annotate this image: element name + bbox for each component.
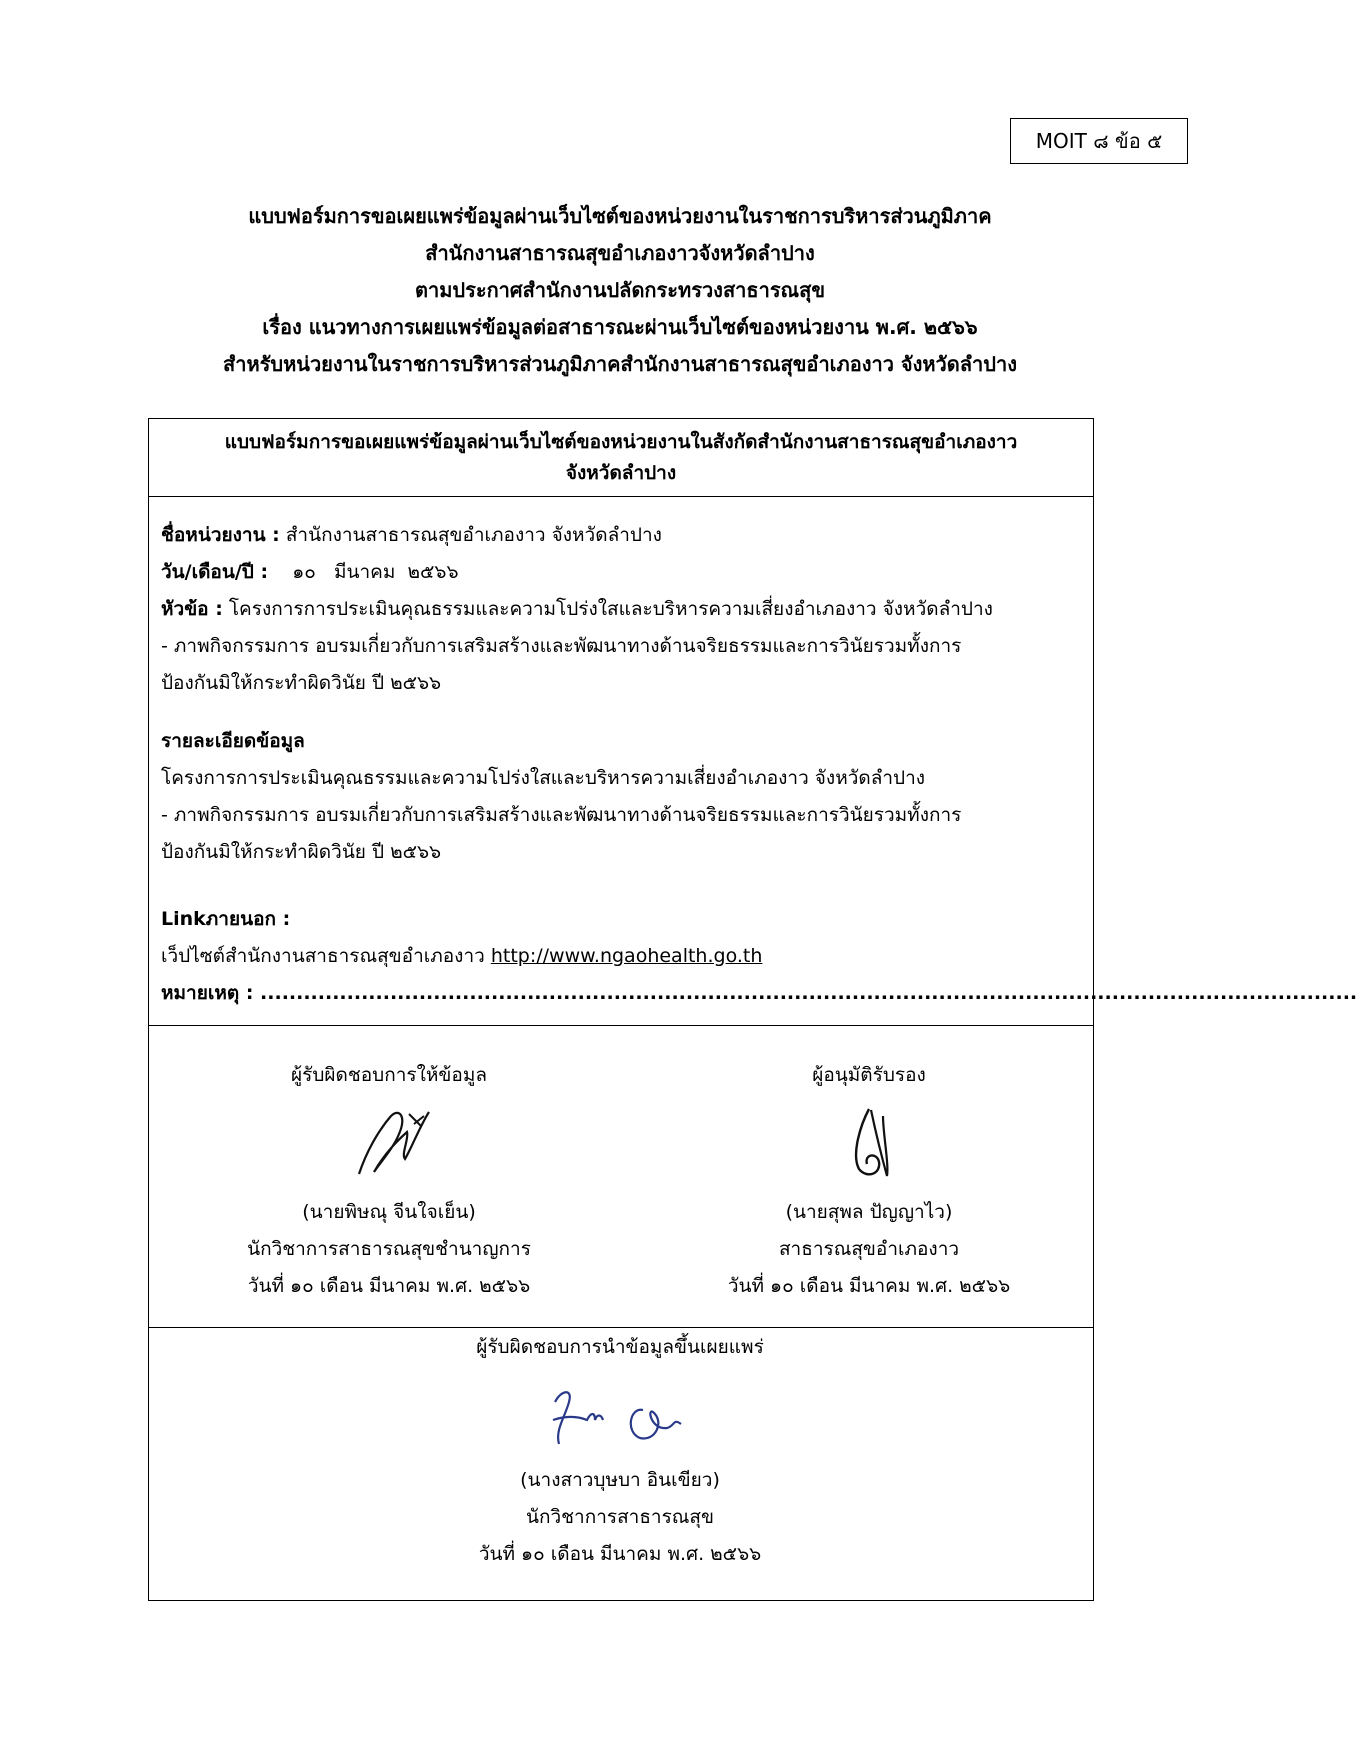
form-info-section <box>161 517 1357 1012</box>
date-value: ๑๐ มีนาคม ๒๕๖๖ <box>268 561 459 583</box>
agency-row <box>161 517 1081 554</box>
right-signature-block <box>669 1057 1069 1305</box>
detail-label: รายละเอียดข้อมูล <box>161 730 305 752</box>
publisher-signature-position: นักวิชาการสาธารณสุข <box>525 1506 715 1528</box>
date-row <box>161 554 1081 591</box>
publication-form-table <box>148 418 1357 1601</box>
publisher-signature-title: ผู้รับผิดชอบการนำข้อมูลขึ้นเผยแพร่ <box>476 1336 764 1358</box>
header-line-2: สำนักงานสาธารณสุขอำเภองาวจังหวัดลำปาง <box>425 241 815 265</box>
note-label: หมายเหตุ : <box>161 982 254 1004</box>
topic-row <box>161 591 1081 628</box>
external-link-row <box>161 938 1081 975</box>
form-title-section <box>149 419 1093 497</box>
publisher-signature-mark-icon <box>525 1372 715 1462</box>
publisher-signature-name: (นางสาวบุษบา อินเขียว) <box>520 1469 720 1491</box>
topic-line-2: - ภาพกิจกรรมการ อบรมเกี่ยวกับการเสริมสร้างและพัฒนาทางด้านจริยธรรมและการวินัยรวมทั้งการ <box>161 635 962 657</box>
topic-label: หัวข้อ : <box>161 598 223 620</box>
external-link-label: Linkภายนอก : <box>161 908 291 930</box>
external-link-url[interactable]: http://www.ngaohealth.go.th <box>490 945 763 967</box>
header-line-1: แบบฟอร์มการขอเผยแพร่ข้อมูลผ่านเว็บไซต์ของหน่วยงานในราชการบริหารส่วนภูมิภาค <box>248 204 992 228</box>
form-title-line-2: จังหวัดลำปาง <box>565 462 677 484</box>
header-line-5: สำหรับหน่วยงานในราชการบริหารส่วนภูมิภาคสำนักงานสาธารณสุขอำเภองาว จังหวัดลำปาง <box>223 352 1017 376</box>
left-signature-name: (นายพิษณุ จีนใจเย็น) <box>302 1201 476 1223</box>
divider-info-signatures <box>149 1025 1093 1026</box>
header-line-4: เรื่อง แนวทางการเผยแพร่ข้อมูลต่อสาธารณะผ่านเว็บไซต์ของหน่วยงาน พ.ศ. ๒๕๖๖ <box>262 315 978 339</box>
topic-value: โครงการการประเมินคุณธรรมและความโปร่งใสและบริหารความเสี่ยงอำเภองาว จังหวัดลำปาง <box>222 598 993 620</box>
agency-value: สำนักงานสาธารณสุขอำเภองาว จังหวัดลำปาง <box>279 524 662 546</box>
document-header <box>0 198 1240 383</box>
detail-line-3: ป้องกันมิให้กระทำผิดวินัย ปี ๒๕๖๖ <box>161 841 442 863</box>
topic-line-3: ป้องกันมิให้กระทำผิดวินัย ปี ๒๕๖๖ <box>161 672 442 694</box>
agency-label: ชื่อหน่วยงาน : <box>161 524 280 546</box>
date-label: วัน/เดือน/ปี : <box>161 561 269 583</box>
header-line-3: ตามประกาศสำนักงานปลัดกระทรวงสาธารณสุข <box>414 278 825 302</box>
form-title-line-1: แบบฟอร์มการขอเผยแพร่ข้อมูลผ่านเว็บไซต์ของหน่วยงานในสังกัดสำนักงานสาธารณสุขอำเภองาว <box>224 431 1018 453</box>
left-signature-position: นักวิชาการสาธารณสุขชำนาญการ <box>247 1238 531 1260</box>
left-signature-title: ผู้รับผิดชอบการให้ข้อมูล <box>291 1064 487 1086</box>
document-code-box <box>1010 118 1188 164</box>
document-code: MOIT ๘ ข้อ ๕ <box>1035 129 1163 153</box>
left-signature-date: วันที่ ๑๐ เดือน มีนาคม พ.ศ. ๒๕๖๖ <box>247 1275 531 1297</box>
note-row <box>161 975 1357 1012</box>
external-link-prefix: เว็ปไซต์สำนักงานสาธารณสุขอำเภองาว <box>161 945 491 967</box>
detail-line-2: - ภาพกิจกรรมการ อบรมเกี่ยวกับการเสริมสร้างและพัฒนาทางด้านจริยธรรมและการวินัยรวมทั้งการ <box>161 804 962 826</box>
left-signature-block <box>189 1057 589 1305</box>
right-signature-position: สาธารณสุขอำเภองาว <box>778 1238 960 1260</box>
detail-line-1: โครงการการประเมินคุณธรรมและความโปร่งใสและบริหารความเสี่ยงอำเภองาว จังหวัดลำปาง <box>161 767 926 789</box>
right-signature-date: วันที่ ๑๐ เดือน มีนาคม พ.ศ. ๒๕๖๖ <box>727 1275 1011 1297</box>
divider-signatures-publisher <box>149 1327 1093 1328</box>
publisher-signature-block <box>395 1329 845 1573</box>
publisher-signature-date: วันที่ ๑๐ เดือน มีนาคม พ.ศ. ๒๕๖๖ <box>478 1543 762 1565</box>
right-signature-mark-icon <box>809 1094 929 1194</box>
left-signature-mark-icon <box>329 1094 449 1194</box>
note-value: ........................................................................................................................................................ <box>253 982 1357 1004</box>
right-signature-name: (นายสุพล ปัญญาไว) <box>785 1201 953 1223</box>
right-signature-title: ผู้อนุมัติรับรอง <box>812 1064 926 1086</box>
